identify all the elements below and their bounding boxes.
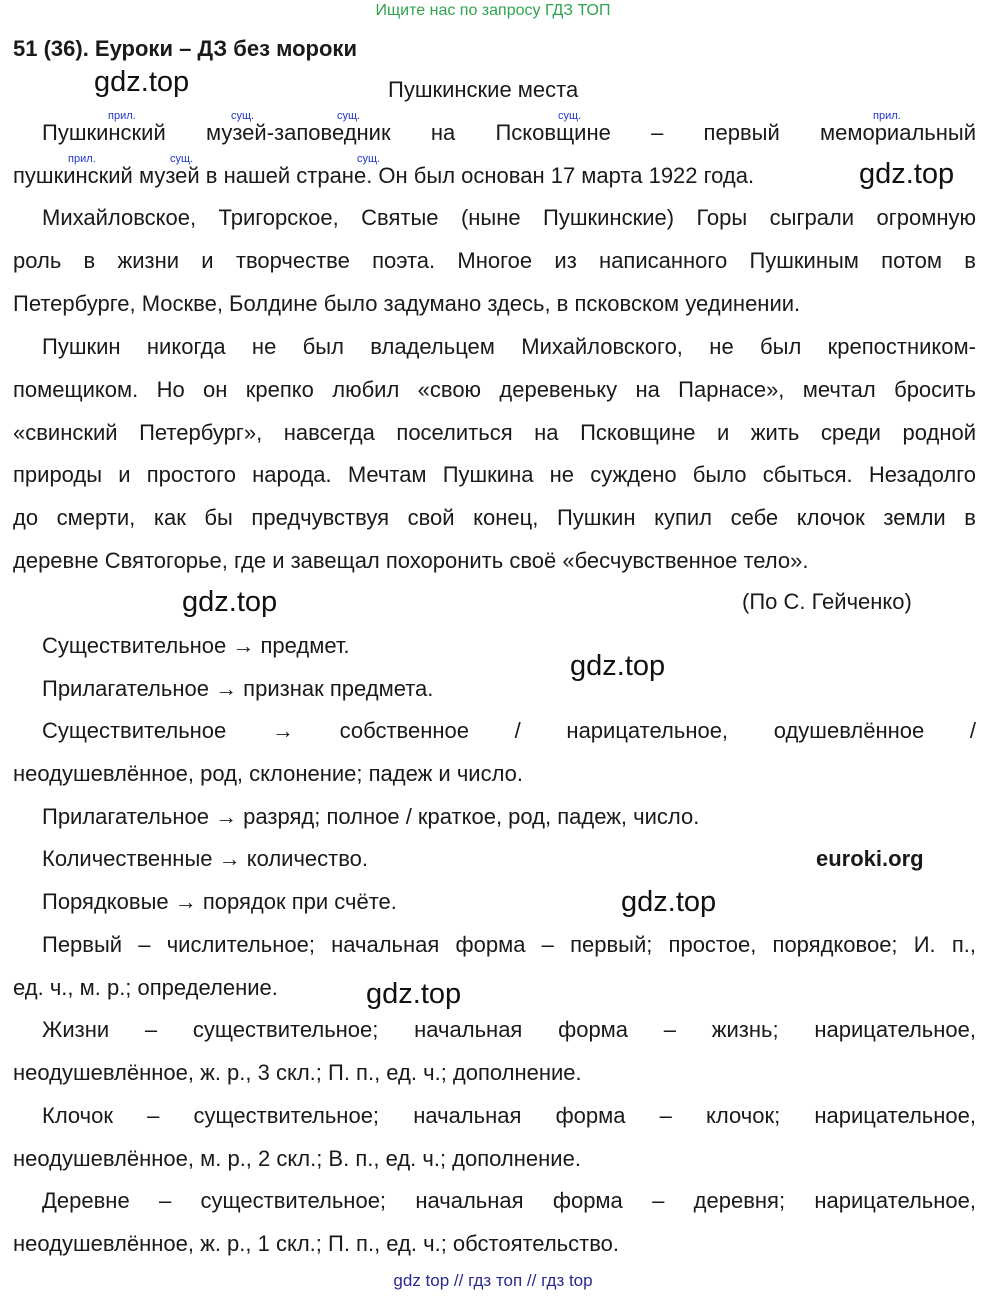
watermark: gdz.top: [182, 586, 278, 618]
text-line: пушкинский музей в нашей стране. Он был основан 17 марта 1922 года.: [13, 163, 755, 188]
answer-line: неодушевлённое, ж. р., 3 скл.; П. п., ед. ч.; дополнение.: [13, 1060, 582, 1085]
answer-line: Существительное → собственное / нарицательное, одушевлённое /: [42, 718, 976, 743]
page-header: 51 (36). Еуроки – ДЗ без мороки: [13, 36, 357, 61]
annotation-adj: прил.: [68, 153, 96, 165]
answer-line: ед. ч., м. р.; определение.: [13, 975, 278, 1000]
answer-line: неодушевлённое, род, склонение; падеж и число.: [13, 761, 524, 786]
text-line: «свинский Петербург», навсегда поселиться на Псковщине и жить среди родной: [13, 420, 976, 445]
answer-line: неодушевлённое, м. р., 2 скл.; В. п., ед. ч.; дополнение.: [13, 1146, 581, 1171]
euroki-watermark: euroki.org: [816, 846, 924, 871]
text-line: деревне Святогорье, где и завещал похоронить своё «бесчувственное тело».: [13, 548, 809, 573]
annotation-noun: сущ.: [558, 110, 582, 122]
annotation-noun: сущ.: [337, 110, 361, 122]
answer-line: неодушевлённое, ж. р., 1 скл.; П. п., ед. ч.; обстоятельство.: [13, 1231, 619, 1256]
footer-links: gdz top // гдз топ // гдз top: [393, 1271, 593, 1290]
annotation-noun: сущ.: [170, 153, 194, 165]
answer-line: Порядковые → порядок при счёте.: [42, 889, 397, 914]
answer-line: Жизни – существительное; начальная форма – жизнь; нарицательное,: [42, 1017, 976, 1042]
answer-line: Клочок – существительное; начальная форма – клочок; нарицательное,: [42, 1103, 976, 1128]
answer-line: Прилагательное → признак предмета.: [42, 676, 434, 701]
answer-line: Существительное → предмет.: [42, 633, 350, 658]
watermark: gdz.top: [621, 886, 717, 918]
annotation-noun: сущ.: [357, 153, 381, 165]
answer-line: Прилагательное → разряд; полное / краткое, род, падеж, число.: [42, 804, 700, 829]
watermark: gdz.top: [366, 978, 462, 1010]
top-banner: Ищите нас по запросу ГДЗ ТОП: [375, 2, 611, 19]
text-line: роль в жизни и творчестве поэта. Многое из написанного Пушкиным потом в: [13, 248, 976, 273]
annotation-noun: сущ.: [231, 110, 255, 122]
answer-line: Первый – числительное; начальная форма – первый; простое, порядковое; И. п.,: [42, 932, 976, 957]
source-attribution: (По С. Гейченко): [742, 589, 912, 614]
watermark: gdz.top: [859, 158, 955, 190]
text-line: помещиком. Но он крепко любил «свою деревеньку на Парнасе», мечтал бросить: [13, 377, 976, 402]
answer-line: Количественные → количество.: [42, 846, 369, 871]
annotation-adj: прил.: [108, 110, 136, 122]
text-line: Пушкин никогда не был владельцем Михайловского, не был крепостником-: [42, 334, 976, 359]
text-title: Пушкинские места: [388, 77, 579, 102]
watermark: gdz.top: [570, 650, 666, 682]
watermark: gdz.top: [94, 66, 190, 98]
annotation-adj: прил.: [873, 110, 901, 122]
text-line: до смерти, как бы предчувствуя свой конец, Пушкин купил себе клочок земли в: [13, 505, 976, 530]
answer-line: Деревне – существительное; начальная форма – деревня; нарицательное,: [42, 1188, 976, 1213]
text-line: природы и простого народа. Мечтам Пушкина не суждено было сбыться. Незадолго: [13, 462, 976, 487]
text-line: Петербурге, Москве, Болдине было задумано здесь, в псковском уединении.: [13, 291, 801, 316]
text-line: Михайловское, Тригорское, Святые (ныне Пушкинские) Горы сыграли огромную: [42, 205, 976, 230]
text-line: Пушкинский музей-заповедник на Псковщине – первый мемориальный: [42, 120, 976, 145]
